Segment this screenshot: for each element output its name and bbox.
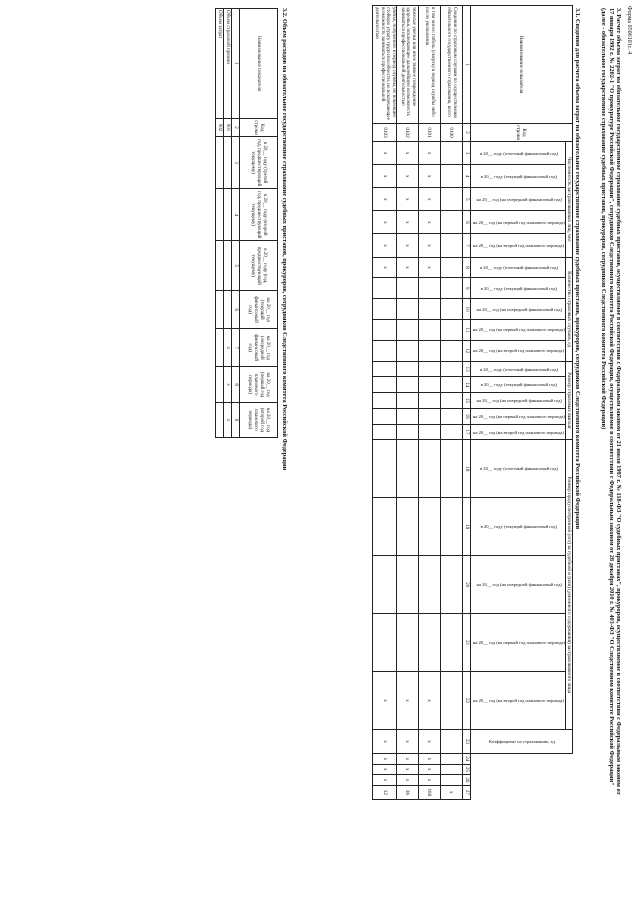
table-cell (440, 278, 462, 299)
section1-table (372, 5, 573, 800)
table-cell: x (396, 775, 418, 786)
header-period (470, 340, 565, 361)
row-name: увечье, полученное в период службы, не повлекшее стойкую утрату трудоспособности, но исключающее возможность заниматься профессиональной деятельностью (373, 6, 396, 124)
column-number: 7 (462, 234, 470, 257)
column-number: 27 (462, 785, 470, 799)
header-period (470, 424, 565, 440)
table-cell (373, 393, 396, 409)
header-period-text: в 20__ году (текущий финансовый год) (480, 524, 558, 530)
table-cell (396, 556, 418, 614)
row-code: 002 (216, 119, 224, 137)
table-cell (440, 730, 462, 754)
table-cell (418, 424, 440, 440)
header-period (470, 142, 565, 165)
table-cell: x (418, 188, 440, 211)
header-period-text: на 20__ год (на второй год планового периода) (473, 429, 565, 435)
table-cell: x (396, 257, 418, 278)
column-number: 2 (462, 124, 470, 142)
header-period-text: на 20__ год (на второй год планового периода) (473, 243, 565, 249)
column-number: 9 (232, 402, 240, 437)
header-group-cases: Количество страховых случаев, ед (566, 257, 573, 361)
table-cell (373, 377, 396, 393)
column-number: 8 (232, 367, 240, 402)
header-period-text: в 20__ году (отчетный финансовый год) (479, 466, 558, 472)
row-code: 0103 (373, 124, 396, 142)
table-cell (418, 320, 440, 341)
column-number: 2 (232, 119, 240, 137)
table-cell (440, 299, 462, 320)
table-cell (440, 672, 462, 730)
table-cell (396, 393, 418, 409)
table-cell (373, 614, 396, 672)
table-cell (440, 188, 462, 211)
section2-title: 3.2. Объем расходов на обязательное государственное страхование судебных приставов, прокуроров, сотрудников Следственного комитета Российской Федерации (281, 8, 288, 471)
table-cell: x (373, 754, 396, 765)
table-cell (373, 498, 396, 556)
header-period-text: на 20__ год (на второй год планового периода) (473, 698, 565, 704)
table-cell (216, 137, 224, 189)
header-cell: на 20__ год (текущий финансовый год) (240, 291, 278, 329)
table-cell: x (396, 754, 418, 765)
header-period (470, 672, 565, 730)
table-cell: x (373, 211, 396, 234)
header-period (470, 614, 565, 672)
column-number: 13 (462, 361, 470, 377)
table-cell (418, 278, 440, 299)
document-title: 3. Расчет объема затрат на обязательное государственное страхование судебных приставов, осуществляемое в соответствии с Федеральным законом от 21 июля 1997 г. № 118-ФЗ "О судебных приставах", прокуроров, осуществляемое в соответствии с Федеральным законом от 17 января 1992 г. № 2202-1 "О прокуратуре Российской Федерации", сотрудников Следственного комитета Российской Федерации, осуществляемое в соответствии с Федеральным законом от 28 декабря 2010 г. № 403-ФЗ "О Следственном комитете Российской Федерации" (далее - обязательное государственное страхование судебных приставов, прокуроров, сотрудников Следственного комитета Российской Федерации) (600, 8, 622, 795)
table-cell (224, 241, 232, 291)
table-cell (440, 754, 462, 765)
table-cell (418, 361, 440, 377)
header-period-text: в 20__ году (отчетный финансовый год) (479, 150, 558, 156)
table-cell (440, 498, 462, 556)
table-cell (373, 361, 396, 377)
table-cell: x (418, 764, 440, 775)
column-number: 22 (462, 672, 470, 730)
table-cell (373, 340, 396, 361)
table-cell (373, 320, 396, 341)
table-cell: x (396, 234, 418, 257)
column-number: 5 (462, 188, 470, 211)
column-number: 16 (462, 408, 470, 424)
table-cell (418, 556, 440, 614)
table-cell (396, 614, 418, 672)
table-cell: x (373, 775, 396, 786)
header-period (470, 234, 565, 257)
table-cell (440, 614, 462, 672)
table-row (418, 6, 440, 800)
header-period-text: на 20__ год (на очередной финансовый год) (476, 196, 562, 202)
table-cell (396, 377, 418, 393)
column-number: 11 (462, 320, 470, 341)
table-row (440, 6, 462, 800)
header-period (470, 377, 565, 393)
table-cell (418, 393, 440, 409)
header-group-sum: Размер страховых выплат (566, 361, 573, 440)
column-number: 6 (462, 211, 470, 234)
header-cell: на 20__ год (второй год планового периода) (240, 402, 278, 437)
table-cell: 36 (396, 785, 418, 799)
column-number: 8 (462, 257, 470, 278)
table-cell (224, 189, 232, 241)
table-cell (440, 764, 462, 775)
table-cell (440, 393, 462, 409)
table-cell (440, 165, 462, 188)
table-cell (440, 408, 462, 424)
column-number: 7 (232, 329, 240, 367)
header-coefficient (470, 730, 572, 754)
column-number: 25 (462, 764, 470, 775)
header-period-text: на 20__ год (на очередной финансовый год) (476, 582, 562, 588)
table-cell (216, 189, 224, 241)
table-cell: 180 (418, 785, 440, 799)
column-number: 12 (462, 340, 470, 361)
table-row (373, 6, 396, 800)
column-number: 20 (462, 556, 470, 614)
table-cell: x (396, 764, 418, 775)
column-number: 10 (462, 299, 470, 320)
header-period-text: на 20__ год (на первый год планового периода) (472, 640, 565, 646)
header-cell: Код строки (240, 119, 278, 137)
column-number: 18 (462, 440, 470, 498)
header-period (470, 361, 565, 377)
table-cell (440, 377, 462, 393)
table-cell (396, 340, 418, 361)
row-name: тяжелые увечья или иное тяжкое повреждение здоровья, исключающее дальнейшую возможность заниматься профессиональной деятельностью (396, 6, 418, 124)
table-cell (396, 278, 418, 299)
column-number: 5 (232, 241, 240, 291)
table-cell: x (373, 257, 396, 278)
header-period (470, 393, 565, 409)
table-cell: x (418, 165, 440, 188)
column-number: 6 (232, 291, 240, 329)
table-cell (216, 241, 224, 291)
header-period (470, 440, 565, 498)
table-row (224, 9, 232, 438)
table-cell: x (373, 672, 396, 730)
header-period-text: на 20__ год (на очередной финансовый год) (476, 398, 562, 404)
table-cell (396, 408, 418, 424)
column-number: 1 (462, 6, 470, 124)
column-number: 3 (232, 137, 240, 189)
column-number: 19 (462, 498, 470, 556)
table-cell (396, 440, 418, 498)
table-cell: x (396, 165, 418, 188)
table-row (396, 6, 418, 800)
table-cell: x (440, 785, 462, 799)
table-cell (216, 402, 224, 437)
header-period-text: в 20__ году (текущий финансовый год) (480, 285, 558, 291)
row-name: Сведения по страховым случаям по осуществлению обязательного государственного страхования, всего (440, 6, 462, 124)
row-name: в том числе: гибель (смерть) в период службы либо после увольнения (418, 6, 440, 124)
table-cell: x (373, 234, 396, 257)
row-code: 0102 (396, 124, 418, 142)
table-cell: x (396, 672, 418, 730)
column-number: 4 (462, 165, 470, 188)
row-code: 0101 (418, 124, 440, 142)
table-cell (373, 440, 396, 498)
table-cell (216, 291, 224, 329)
table-cell (396, 320, 418, 341)
table-cell: x (373, 188, 396, 211)
table-cell (440, 556, 462, 614)
column-number: 23 (462, 730, 470, 754)
column-number: 1 (232, 9, 240, 119)
header-cell: в 20__ году (второй год, предшествующий текущему) (240, 189, 278, 241)
table-cell (396, 361, 418, 377)
header-coefficient-text: Коэффициент по страхованию, ед (489, 739, 556, 745)
table-cell: x (418, 211, 440, 234)
table-cell (373, 408, 396, 424)
column-number: 14 (462, 377, 470, 393)
column-number: 26 (462, 775, 470, 786)
table-cell (396, 498, 418, 556)
table-cell: 12 (373, 785, 396, 799)
table-cell (216, 329, 224, 367)
table-cell: x (418, 775, 440, 786)
header-period (470, 408, 565, 424)
row-name: Объем страховой премии (224, 9, 232, 119)
header-name: Наименование показателя (470, 6, 572, 124)
table-cell (224, 137, 232, 189)
column-number: 24 (462, 754, 470, 765)
header-period (470, 278, 565, 299)
row-code: 001 (224, 119, 232, 137)
table-cell: x (224, 367, 232, 402)
table-cell (440, 234, 462, 257)
header-period-text: на 20__ год (на первый год планового периода) (472, 219, 565, 225)
header-group-rate: Размер предусмотренной (его) за судебной и (или) (денежного содержания) застрахованного лица (566, 440, 573, 730)
header-period (470, 257, 565, 278)
header-cell: в 20__ году (год, предшествующий текущему) (240, 241, 278, 291)
table-cell (373, 556, 396, 614)
table-cell (440, 440, 462, 498)
row-name: Объем затрат (216, 9, 224, 119)
header-cell: Наименование показателя (240, 9, 278, 119)
table-cell: x (418, 672, 440, 730)
column-number: 3 (462, 142, 470, 165)
column-number: 21 (462, 614, 470, 672)
table-cell (373, 299, 396, 320)
table-cell (224, 291, 232, 329)
column-number: 15 (462, 393, 470, 409)
table-cell (418, 498, 440, 556)
row-code: 0100 (440, 124, 462, 142)
table-cell (440, 340, 462, 361)
table-cell (396, 424, 418, 440)
column-number: 17 (462, 424, 470, 440)
header-period-text: на 20__ год (на первый год планового периода) (472, 327, 565, 333)
column-number: 4 (232, 189, 240, 241)
table-cell: x (418, 257, 440, 278)
header-code: Код строки (470, 124, 572, 142)
table-cell: x (418, 730, 440, 754)
form-number: Форма 0506101с. 4 (626, 6, 632, 55)
header-cell: на 20__ год (очередной финансовый год) (240, 329, 278, 367)
header-period-text: в 20__ году (текущий финансовый год) (480, 173, 558, 179)
table-cell (440, 211, 462, 234)
header-period (470, 188, 565, 211)
table-cell (418, 299, 440, 320)
table-cell (373, 424, 396, 440)
table-cell: x (224, 329, 232, 367)
table-cell (440, 257, 462, 278)
table-cell (418, 614, 440, 672)
table-row (216, 9, 224, 438)
table-cell (440, 320, 462, 341)
table-cell (418, 377, 440, 393)
header-period (470, 320, 565, 341)
table-cell: x (396, 730, 418, 754)
table-cell: x (418, 234, 440, 257)
table-cell (440, 424, 462, 440)
table-cell (418, 340, 440, 361)
table-cell: x (373, 165, 396, 188)
header-period (470, 165, 565, 188)
header-group-persons: Численность застрахованных лиц, чел (566, 142, 573, 257)
table-cell: x (396, 188, 418, 211)
table-cell: x (224, 402, 232, 437)
table-cell (440, 361, 462, 377)
table-cell (373, 278, 396, 299)
table-cell: x (396, 211, 418, 234)
header-period (470, 498, 565, 556)
header-period-text: на 20__ год (на первый год планового периода) (472, 413, 565, 419)
table-cell: x (373, 142, 396, 165)
table-cell (440, 142, 462, 165)
header-period (470, 556, 565, 614)
header-period (470, 211, 565, 234)
table-cell: x (373, 764, 396, 775)
header-period-text: в 20__ году (отчетный финансовый год) (479, 366, 558, 372)
table-cell (216, 367, 224, 402)
column-number: 9 (462, 278, 470, 299)
table-cell: x (418, 754, 440, 765)
table-cell (396, 299, 418, 320)
table-cell (418, 408, 440, 424)
header-period-text: в 20__ году (текущий финансовый год) (480, 382, 558, 388)
section1-title: 3.1. Сведения для расчета объема затрат на обязательное государственное страхование судебных приставов, прокуроров, сотрудников Следственного комитета Российской Федерации (574, 8, 581, 530)
table-cell: x (418, 142, 440, 165)
header-period-text: на 20__ год (на очередной финансовый год) (476, 306, 562, 312)
table-cell: x (396, 142, 418, 165)
table-cell: x (373, 730, 396, 754)
section2-table (215, 8, 278, 438)
header-cell: на 20__ год (первый год планового периода) (240, 367, 278, 402)
header-period (470, 299, 565, 320)
header-cell: в 20__ году (третий год, предшествующий текущему) (240, 137, 278, 189)
table-cell (440, 775, 462, 786)
table-cell (418, 440, 440, 498)
header-period-text: в 20__ году (отчетный финансовый год) (479, 264, 558, 270)
header-period-text: на 20__ год (на второй год планового периода) (473, 348, 565, 354)
